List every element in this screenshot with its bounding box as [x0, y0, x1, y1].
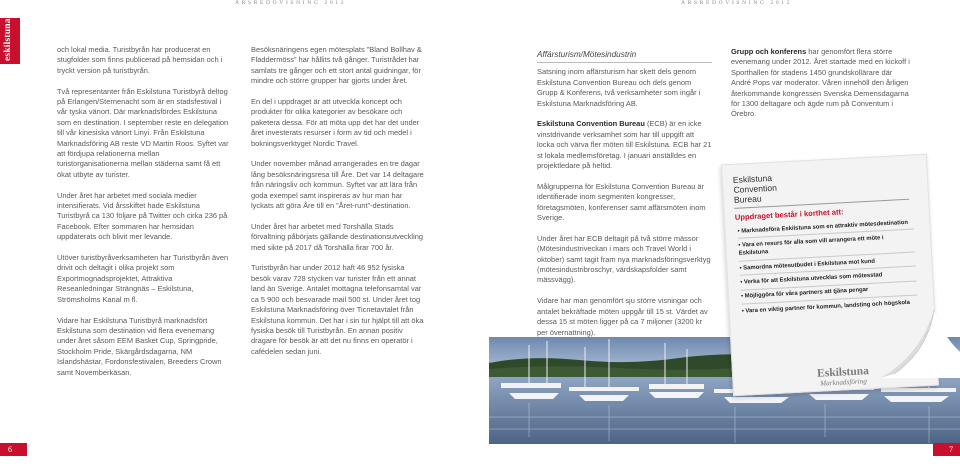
text-column-3 [537, 50, 712, 348]
card-title-line: Bureau [733, 193, 762, 205]
paragraph-rest: har genomfört flera större evenemang under 2012. Året startade med en kickoff i Sporthallen för stadens 1450 grundskollärare där André Pops var moderator. Våren innehöll den årligen återkommande kongressen Svenska Demensdagarna för 1300 deltagare och ägde rum på Conventum i Örebro. [731, 47, 910, 119]
paragraph: Satsning inom affärsturism har skett dels genom Eskilstuna Convention Bureau och dels genom Grupp & Konferens, två verksamheter som ingår i Eskilstuna Marknadsföring AB. [537, 67, 701, 108]
text-column-1 [57, 45, 229, 388]
paragraph: Målgrupperna för Eskilstuna Convention Bureau är identifierade inom segmenten kongresser, företagsmöten, konferenser samt affärsmöten inom Sverige. [537, 181, 706, 223]
paragraph [537, 119, 712, 171]
paragraph [731, 47, 911, 120]
paragraph: och lokal media. Turistbyrån har producerat en stugfolder som finns publicerad på hemsidan och i tryckt version på turistbyrån. [57, 45, 223, 75]
paragraph: En del i uppdraget är att utveckla koncept och produkter för olika kategorier av besökare och paketera dessa. För att möta upp det har det under året investerats resurser i form av tid och medel i bokningsverktyget Nordic Travel. [251, 97, 420, 148]
card-title-line: Convention [733, 182, 778, 195]
list-item: • Möjliggöra för våra partners att tjäna pengar [741, 281, 918, 305]
card-title-line: Eskilstuna [732, 172, 773, 185]
text-column-4 [731, 47, 911, 130]
logo-word: Eskilstuna [816, 365, 870, 380]
logo [817, 366, 870, 388]
paragraph: Turistbyrån har under 2012 haft 46 952 fysiska besök varav 728 stycken var turister från ett annat land än Sverige. Antalet mottagna telefonsamtal var ca 5 900 och besvarade mail 500 st. Under året tog Eskilstuna Marknadsföring över Ticnetavtalet från Eskilstuna kommun. Det har i sin tur hjälpt till att öka fysiska besök till Turistbyrån. En annan positiv dragare för besök är att det nu finns en operatör i cafédelen sedan juni. [251, 263, 424, 356]
list-item: • Samordna mötesutbudet i Eskilstuna mot kund [739, 253, 916, 277]
paragraph: Vidare har man genomfört sju större visningar och antalet bekräftade möten uppgår till 15 st. Värdet av dessa 15 st möten ligger på ca 7 miljoner (3200 kr per övernattning). [537, 296, 708, 337]
paragraph: Vidare har Eskilstuna Turistbyrå marknadsfört Eskilstuna som destination vid flera evenemang under året såsom EEM Basket Cup, Springpride, Stockholm Pride, Skärgårdsdagarna, NM Islandshästar, Fordonsfestivalen, Breeders Crown samt Novemberkäsan. [57, 315, 222, 377]
bold-lead: Grupp och konferens [731, 47, 807, 56]
card-subheading: Uppdraget består i korthet att: [734, 207, 844, 222]
page-number-right: 7 [933, 443, 960, 456]
text-column-2 [251, 45, 425, 368]
paragraph-rest: (ECB) är en icke vinstdrivande verksamhet som har till uppgift att locka och värva fler möten till Eskilstuna. ECB har 21 st lokala medlemsföretag. I januari anställdes en projektledare på heltid. [537, 119, 712, 171]
running-header-right: ÅRSREDOVISNING 2012 [681, 0, 793, 6]
page-curl-icon [870, 300, 960, 378]
list-item: • Verka för att Eskilstuna utvecklas som mötesstad [740, 267, 917, 291]
brand-label: eskilstuna.nu [3, 4, 13, 61]
paragraph: Under året har arbetet med sociala medier intensifierats. Vid årsskiftet hade Eskilstuna Turistbyrå ca 130 följare på Twitter och cirka 236 på Facebook. Efter sommaren har hemsidan uppdaterats och blivit mer levande. [57, 190, 228, 242]
paragraph: Två representanter från Eskilstuna Turistbyrå deltog på Erlangen/Sternenacht som är en stadsfestival i vår tyska vänort. Där marknadsfördes Eskilstuna som en destination. I september reste en delegation till vår kinesiska vänort Linyi. Från Eskilstuna Marknadsföring AB reste VD Martin Roos. Syftet var att fördjupa relationerna mellan turistorganisationerna mellan städerna samt få ett ökat utbyte av turister. [57, 86, 229, 179]
paragraph: Utöver turistbyråverksamheten har Turistbyrån även drivit och deltagit i olika projekt som Exportmognadsprojektet, Attraktiva Reseanledningar Strängnäs – Eskilstuna, Strömsholms Kanal m fl. [57, 253, 229, 304]
list-item: • Vara en viktig partner för kommun, landsting och högskola [741, 296, 917, 319]
logo-subword: Marknadsföring [819, 377, 868, 388]
paragraph: Under november månad arrangerades en tre dagar lång besöksnäringsresa till Åre. Det var 14 deltagare från näringsliv och kommun. Syftet var att lära från goda exempel samt inspireras av hur man har lyckats att göra Åre till en ”Året-runt”-destination. [251, 159, 424, 211]
page-number-left: 6 [0, 443, 27, 456]
list-item: • Vara en resurs för alla som vill arrangera ett möte i Eskilstuna [738, 230, 915, 262]
paragraph: Under året har ECB deltagit på två större mässor (Mötesindustriveckan i mars och Travel World i oktober) samt tagit fram nya marknadsföringsverktyg (mötesindustribroschyr, värdskapsfolder samt mässvägg). [537, 233, 711, 285]
list-item: • Marknadsföra Eskilstuna som en attraktiv mötesdestination [737, 216, 914, 240]
paragraph: Under året har arbetet med Torshälla Stads förvaltning påbörjats gällande destinationsutveckling med sikte på 2017 då Torshälla firar 700 år. [251, 221, 423, 252]
section-heading: Affärsturism/Mötesindustrin [537, 50, 712, 63]
paragraph: Besöksnäringens egen mötesplats ”Bland Bollhav & Fladdermöss” har hållits två gånger. Turistrådet har samlats tre gånger och ett stort antal guidningar, för mindre och större grupper har gjorts under året. [251, 45, 422, 86]
card-title [733, 171, 814, 205]
bold-lead: Eskilstuna Convention Bureau [537, 119, 645, 129]
running-header-left: ÅRSREDOVISNING 2012 [235, 0, 347, 6]
